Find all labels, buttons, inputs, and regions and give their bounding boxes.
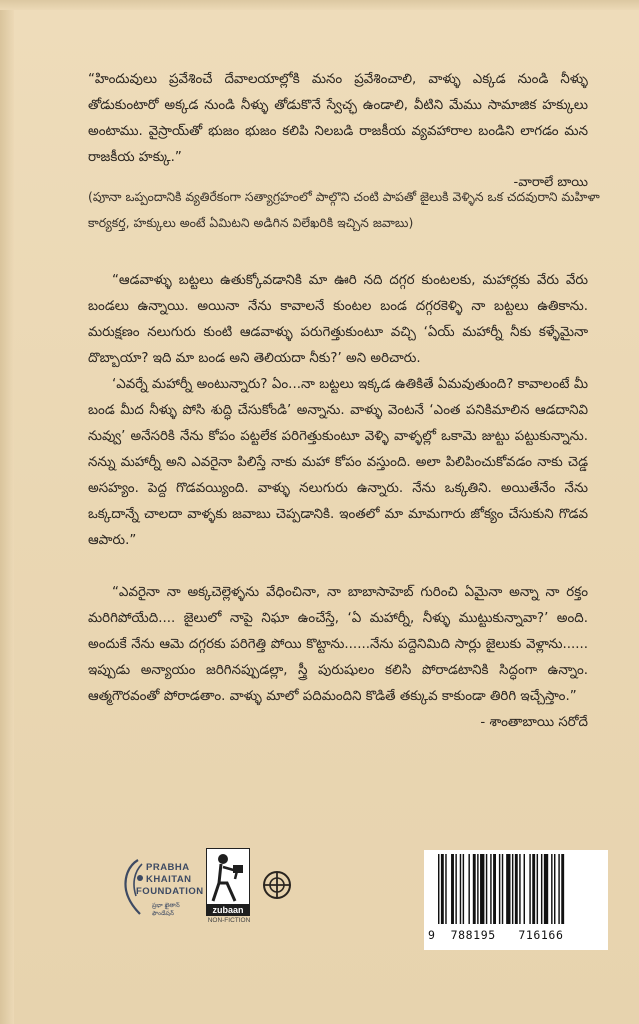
pkf-tagline: ప్రభా ఖైతాన్ ఫౌండేషన్ [152,902,180,917]
barcode-bar [451,854,454,924]
barcode-bar [554,854,555,924]
quote-2-para-2: ‘ఎవర్నే మహార్నీ అంటున్నారు? ఏం...నా బట్టలు ఇక్కడ ఉతికితే ఏమవుతుంది? కావాలంటే మీ బండ మీద నీళ్ళు పోసి శుద్ధి చేసుకోండి’ అన్నాను. వాళ్ళు వెంటనే ‘ఎంత పనికిమాలిన ఆడదానివి నువ్వు’ అనేసరికి నేను కోపం పట్టలేక పరిగెత్తుకుంటూ వెళ్ళి వాళ్ళల్లో ఒకామె జుట్టు పట్టుకున్నాను. నన్ను మహార్నీ అని ఎవరైనా పిలిస్తే నాకు మహా కోపం వస్తుంది. అలా పిలిపించుకోవడం నాకు చెడ్డ అసహ్యం. పెద్ద గొడవయ్యింది. వాళ్ళు నలుగురు ఉన్నారు. నేను ఒక్కతిని. అయితేనేం నేను ఒక్కదాన్నే చాలదా వాళ్ళకు జవాబు చెప్పడానికి. ఇంతలో మా మామగారు జోక్యం చేసుకుని గొడవ ఆపారు.” [88,377,588,548]
barcode-bar [532,854,535,924]
zubaan-emblem [206,848,250,906]
barcode-bar [537,854,538,924]
barcode-bar [455,854,456,924]
circle-emblem-icon [262,870,292,900]
barcode-bars [430,854,602,926]
barcode-bar [438,854,439,924]
barcode-bar [529,854,530,924]
barcode-bar [480,854,484,924]
barcode-bar [506,854,510,924]
reading-figure-icon [207,849,249,905]
quote-1-attribution: -వారాలే బాయి [513,175,588,190]
quote-3-body: “ఎవరైనా నా అక్కచెల్లెళ్ళను వేధించినా, నా బాబాసాహెబ్ గురించి ఏమైనా అన్నా నా రక్తం మరిగిపోయేది.... జైలులో నాపై నిఘా ఉంచేస్తే, ‘ఏ మహార్నీ, నీళ్ళు ముట్టుకున్నావా?’ అంది. అందుకే నేను ఆమె దగ్గరకు పరిగెత్తి పోయి కొట్టాను......నేను పద్దెనిమిది సార్లు జైలుకు వెళ్లాను...... ఇప్పుడు అన్యాయం జరిగినప్పుడల్లా, స్త్రీ పురుషులం కలిసి పోరాడటానికి సిద్ధంగా ఉన్నాం. ఆత్మగౌరవంతో పోరాడతాం. వాళ్ళు మాలో పదిమందిని కొడితే తక్కువ కాకుండా తిరిగి ఇచ్చేస్తాం.” [88,585,588,704]
barcode-bar [541,854,542,924]
barcode-bar [486,854,487,924]
barcode-bar [473,854,476,924]
barcode-bar [463,854,464,924]
barcode-bar [515,854,518,924]
barcode-bar [441,854,444,924]
quote-2 [88,268,588,554]
zubaan-subtitle: NON-FICTION [207,917,251,924]
barcode-bar [551,854,552,924]
barcode-bar [445,854,446,924]
cover-top-edge [0,0,639,10]
zubaan-logo [206,848,251,926]
barcode-bar [544,854,548,924]
quote-3 [88,580,588,736]
barcode-bar [499,854,500,924]
barcode-bar [524,854,525,924]
barcode-bar [477,854,478,924]
barcode-bar [512,854,513,924]
barcode-bar [460,854,461,924]
cover-left-edge [0,0,14,1024]
isbn-group-2: 716166 [518,928,564,942]
quote-3-text [88,580,588,730]
barcode-bar [502,854,503,924]
barcode-bar [490,854,491,924]
isbn-group-1: 788195 [450,928,496,942]
publisher-logos [118,848,318,928]
isbn-number [428,928,604,942]
isbn-first-digit: 9 [428,928,436,942]
context-note: (పూనా ఒప్పందానికి వ్యతిరేకంగా సత్యాగ్రహంలో పాల్గొని చంటి పాపతో జైలుకి వెళ్ళిన ఒక చదవురాని మహిళా కార్యకర్త, హక్కులు అంటే ఏమిటని అడిగిన విలేఖరికి ఇచ్చిన జవాబు) [88,189,600,230]
pkf-line-3: FOUNDATION [136,886,204,897]
barcode-bar [558,854,559,924]
barcode-bar [468,854,469,924]
isbn-barcode [424,850,608,950]
barcode-bar [561,854,564,924]
pkf-line-1: PRABHA [146,862,190,873]
quote-2-para-1: “ఆడవాళ్ళు బట్టలు ఉతుక్కోవడానికి మా ఊరి నది దగ్గర కుంటలకు, మహార్లకు వేరు వేరు బండలు ఉన్నాయి. అయినా నేను కావాలనే కుంటల బండ దగ్గరకెళ్ళి నా బట్టలు ఉతికాను. మరుక్షణం నలుగురు కుంటి ఆడవాళ్ళు పరుగెత్తుకుంటూ వచ్చి ‘ఏయ్ మహార్నీ నీకు కళ్ళేమైనా దొబ్బాయా? ఇది మా బండ అని తెలియదా నీకు?’ అని అరిచారు. [88,273,588,366]
quote-3-attribution: - శాంతాబాయి సరోదే [480,715,588,730]
barcode-bar [493,854,496,924]
quote-1 [88,67,588,195]
quote-1-text: “హిందువులు ప్రవేశించే దేవాలయాల్లోకి మనం ప్రవేశించాలి, వాళ్ళు ఎక్కడ నుండి నీళ్ళు తోడుకుంటారో అక్కడ నుండి నీళ్ళు తోడుకొనే స్వేచ్ఛ ఉండాలి, వీటిని మేము సామాజిక హక్కులు అంటాము. వైస్రాయ్‌తో భుజం భుజం కలిపి నిలబడి రాజకీయ వ్యవహారాల బండిని లాగడం మన రాజకీయ హక్కు.” [88,72,588,165]
barcode-bar [519,854,520,924]
pkf-line-2: KHAITAN [146,874,192,885]
zubaan-name: zubaan [206,904,250,916]
prabha-khaitan-foundation-logo [118,856,204,922]
